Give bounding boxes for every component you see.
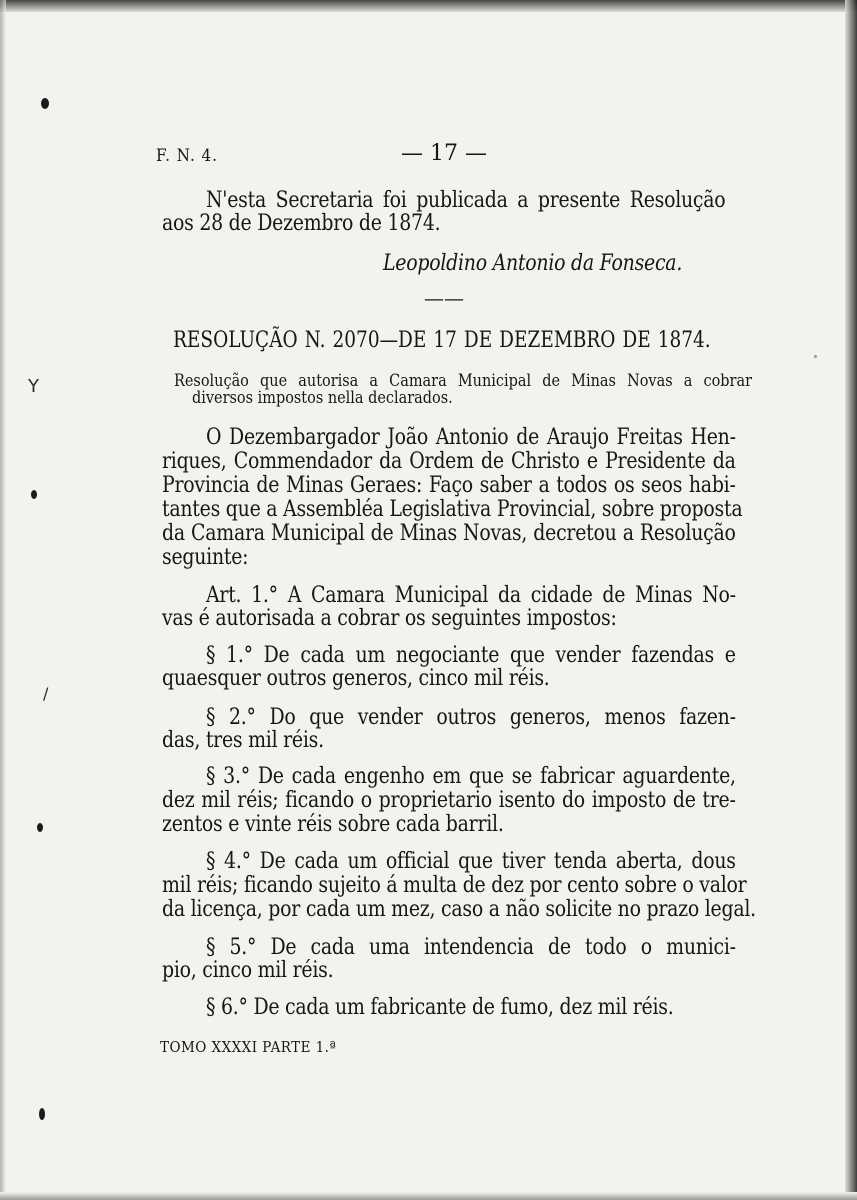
paragraph-line: § 4.° De cada um official que tiver tenda aberta, dous (206, 849, 736, 874)
paragraph-line: pio, cinco mil réis. (162, 958, 334, 983)
paragraph-line: quaesquer outros generos, cinco mil réis. (162, 666, 550, 691)
scan-border-right (845, 0, 857, 1200)
ink-speck (31, 490, 37, 499)
paragraph-line: mil réis; ficando sujeito á multa de dez por cento sobre o valor (162, 873, 747, 898)
preamble-line: tantes que a Assembléa Legislativa Provincial, sobre proposta (162, 497, 743, 522)
preamble-line: da Camara Municipal de Minas Novas, decretou a Resolução (162, 521, 736, 546)
preamble-line: riques, Commendador da Ordem de Christo e Presidente da (162, 449, 736, 474)
scan-border-bottom (0, 1192, 857, 1200)
section-separator: —— (424, 286, 464, 310)
scan-border-left (0, 0, 6, 1200)
margin-mark-y: Y (28, 376, 39, 397)
margin-mark-slash: / (43, 684, 49, 703)
resolution-summary-line: Resolução que autorisa a Camara Municipal de Minas Novas a cobrar (174, 371, 752, 391)
article-line: Art. 1.° A Camara Municipal da cidade de Minas No- (206, 583, 736, 608)
ink-speck (37, 823, 43, 832)
publication-signature: Leopoldino Antonio da Fonseca. (383, 251, 683, 276)
publication-note-line: N'esta Secretaria foi publicada a presente Resolução (206, 188, 726, 213)
paragraph-line: § 3.° De cada engenho em que se fabricar aguardente, (206, 764, 736, 789)
resolution-summary-line: diversos impostos nella declarados. (192, 388, 453, 408)
ink-speck (814, 355, 817, 358)
paragraph-line: zentos e vinte réis sobre cada barril. (162, 812, 504, 837)
paragraph-line: § 5.° De cada uma intendencia de todo o munici- (206, 935, 736, 960)
publication-note-line: aos 28 de Dezembro de 1874. (162, 211, 441, 236)
ink-speck (41, 98, 49, 109)
article-line: vas é autorisada a cobrar os seguintes impostos: (162, 606, 617, 631)
running-head-left: F. N. 4. (156, 146, 218, 166)
paragraph-line: § 1.° De cada um negociante que vender fazendas e (206, 643, 736, 668)
signature-mark: TOMO XXXXI PARTE 1.ª (160, 1038, 337, 1056)
page-number: — 17 — (401, 141, 487, 166)
paragraph-line: da licença, por cada um mez, caso a não solicite no prazo legal. (162, 897, 756, 922)
paragraph-line: das, tres mil réis. (162, 728, 324, 753)
preamble-line: Provincia de Minas Geraes: Faço saber a todos os seos habi- (162, 473, 736, 498)
paragraph-line: § 2.° Do que vender outros generos, menos fazen- (206, 705, 736, 730)
ink-speck (39, 1108, 45, 1120)
preamble-line: seguinte: (162, 545, 249, 570)
paragraph-line: § 6.° De cada um fabricante de fumo, dez mil réis. (206, 995, 674, 1020)
scan-border-top (0, 0, 857, 12)
preamble-line: O Dezembargador João Antonio de Araujo Freitas Hen- (206, 425, 736, 450)
paragraph-line: dez mil réis; ficando o proprietario isento do imposto de tre- (162, 788, 736, 813)
resolution-title: RESOLUÇÃO N. 2070—DE 17 DE DEZEMBRO DE 1874. (173, 328, 711, 353)
